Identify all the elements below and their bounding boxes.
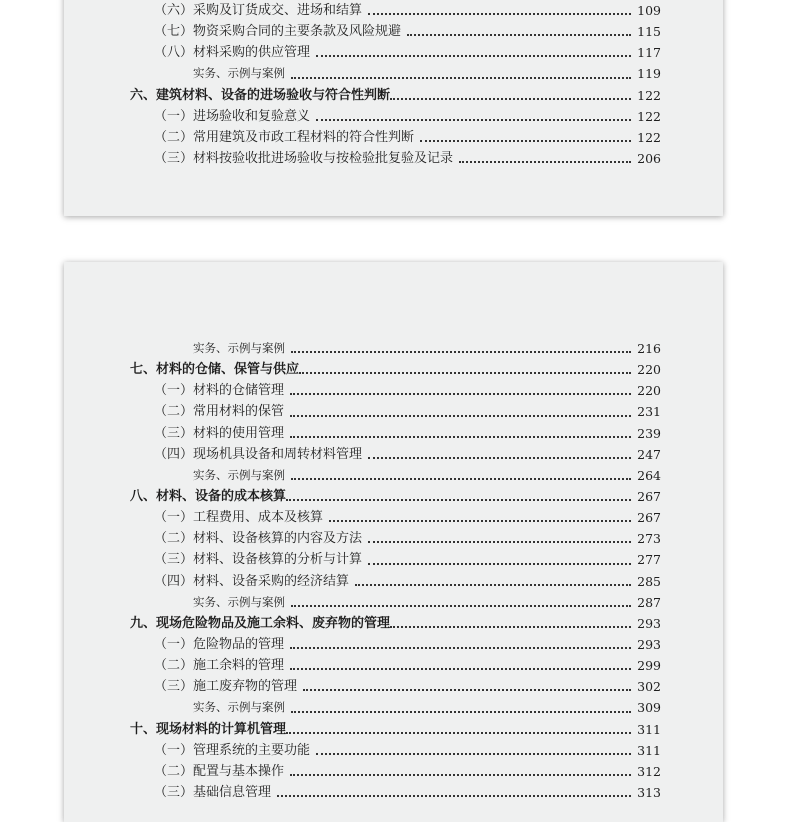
toc-entry-page-number: 309: [637, 700, 661, 716]
toc-entry-title: 实务、示例与案例: [193, 594, 285, 609]
toc-entry-page-number: 247: [637, 446, 661, 462]
toc-entry-section: [64, 528, 723, 549]
toc-entry-page-number: 119: [637, 66, 661, 82]
toc-entry-page-number: 220: [637, 362, 661, 378]
toc-entry-page-number: 264: [637, 467, 661, 483]
toc-entry-title: （四）现场机具设备和周转材料管理: [154, 446, 363, 462]
dot-leader: [368, 457, 631, 459]
toc-entry-page-number: 231: [637, 404, 661, 420]
toc-entry-section: [64, 42, 723, 63]
dot-leader: [368, 541, 631, 543]
toc-entry-title: 七、材料的仓储、保管与供应: [130, 362, 300, 378]
toc-entry-page-number: 122: [637, 87, 661, 103]
toc-entry-section: [64, 507, 723, 528]
toc-entry-section: [64, 106, 723, 127]
dot-leader: [316, 119, 631, 121]
toc-entry-chapter: [64, 719, 723, 740]
toc-entry-chapter: [64, 359, 723, 380]
dot-leader: [290, 393, 631, 395]
toc-entry-page-number: 239: [637, 425, 661, 441]
toc-entry-page-number: 277: [637, 552, 661, 568]
toc-entry-title: 实务、示例与案例: [193, 66, 285, 81]
toc-entry-page-number: 293: [637, 615, 661, 631]
toc-entry-page-number: 267: [637, 510, 661, 526]
toc-entry-page-number: 117: [637, 45, 661, 61]
toc-list: [64, 0, 723, 169]
toc-entry-section: [64, 380, 723, 401]
dot-leader: [291, 605, 631, 607]
toc-entry-section: [64, 655, 723, 676]
toc-entry-page-number: 216: [637, 340, 661, 356]
dot-leader: [290, 774, 631, 776]
toc-entry-title: （三）施工废弃物的管理: [154, 679, 298, 695]
dot-leader: [299, 372, 631, 374]
dot-leader: [291, 77, 631, 79]
toc-entry-page-number: 311: [637, 742, 661, 758]
toc-entry-section: [64, 740, 723, 761]
toc-entry-title: （八）材料采购的供应管理: [154, 45, 311, 61]
toc-list: [64, 338, 723, 803]
toc-entry-title: （一）进场验收和复验意义: [154, 108, 311, 124]
dot-leader: [277, 795, 631, 797]
top-page: [64, 0, 723, 216]
toc-entry-section: [64, 444, 723, 465]
dot-leader: [290, 668, 631, 670]
toc-entry-title: 十、现场材料的计算机管理: [130, 721, 287, 737]
toc-entry-title: （一）管理系统的主要功能: [154, 742, 311, 758]
dot-leader: [290, 436, 631, 438]
dot-leader: [420, 140, 631, 142]
dot-leader: [291, 478, 631, 480]
toc-entry-section: [64, 21, 723, 42]
toc-entry-section: [64, 549, 723, 570]
toc-entry-title: （一）危险物品的管理: [154, 636, 285, 652]
dot-leader: [368, 563, 631, 565]
dot-leader: [316, 753, 631, 755]
toc-entry-page-number: 299: [637, 658, 661, 674]
toc-entry-title: 实务、示例与案例: [193, 467, 285, 482]
toc-entry-section: [64, 782, 723, 803]
toc-entry-title: （二）常用建筑及市政工程材料的符合性判断: [154, 129, 415, 145]
toc-entry-page-number: 287: [637, 594, 661, 610]
toc-entry-title: （二）材料、设备核算的内容及方法: [154, 531, 363, 547]
toc-entry-page-number: 220: [637, 383, 661, 399]
toc-entry-title: 实务、示例与案例: [193, 700, 285, 715]
dot-leader: [407, 34, 631, 36]
toc-entry-page-number: 115: [637, 24, 661, 40]
toc-entry-page-number: 206: [637, 150, 661, 166]
toc-entry-case: [64, 63, 723, 84]
toc-entry-chapter: [64, 486, 723, 507]
dot-leader: [286, 499, 631, 501]
toc-entry-page-number: 312: [637, 763, 661, 779]
toc-entry-title: （七）物资采购合同的主要条款及风险规避: [154, 24, 402, 40]
toc-entry-title: 六、建筑材料、设备的进场验收与符合性判断: [130, 87, 391, 103]
dot-leader: [355, 584, 631, 586]
toc-entry-page-number: 285: [637, 573, 661, 589]
dot-leader: [290, 415, 631, 417]
toc-entry-case: [64, 697, 723, 718]
toc-entry-section: [64, 761, 723, 782]
bottom-page: [64, 262, 723, 822]
toc-entry-case: [64, 592, 723, 613]
toc-entry-page-number: 313: [637, 784, 661, 800]
toc-entry-page-number: 267: [637, 488, 661, 504]
toc-entry-section: [64, 148, 723, 169]
toc-entry-title: （一）材料的仓储管理: [154, 383, 285, 399]
toc-entry-title: （二）配置与基本操作: [154, 763, 285, 779]
dot-leader: [291, 711, 631, 713]
toc-entry-case: [64, 338, 723, 359]
toc-entry-section: [64, 401, 723, 422]
toc-entry-section: [64, 423, 723, 444]
dot-leader: [390, 98, 631, 100]
toc-entry-chapter: [64, 85, 723, 106]
toc-entry-page-number: 293: [637, 636, 661, 652]
dot-leader: [286, 732, 631, 734]
toc-entry-title: （一）工程费用、成本及核算: [154, 510, 324, 526]
toc-entry-title: （二）常用材料的保管: [154, 404, 285, 420]
toc-entry-section: [64, 571, 723, 592]
dot-leader: [390, 626, 631, 628]
toc-entry-title: （四）材料、设备采购的经济结算: [154, 573, 350, 589]
dot-leader: [291, 351, 631, 353]
toc-entry-case: [64, 465, 723, 486]
toc-entry-title: （三）材料、设备核算的分析与计算: [154, 552, 363, 568]
toc-entry-chapter: [64, 613, 723, 634]
toc-entry-page-number: 122: [637, 108, 661, 124]
toc-entry-title: （三）材料的使用管理: [154, 425, 285, 441]
toc-entry-title: 九、现场危险物品及施工余料、废弃物的管理: [130, 615, 391, 631]
toc-entry-title: （三）材料按验收批进场验收与按检验批复验及记录: [154, 150, 454, 166]
dot-leader: [329, 520, 631, 522]
toc-entry-section: [64, 634, 723, 655]
dot-leader: [316, 55, 631, 57]
dot-leader: [459, 161, 631, 163]
toc-entry-title: （二）施工余料的管理: [154, 658, 285, 674]
toc-entry-page-number: 122: [637, 129, 661, 145]
dot-leader: [290, 647, 631, 649]
toc-entry-page-number: 273: [637, 531, 661, 547]
toc-entry-page-number: 109: [637, 2, 661, 18]
toc-entry-page-number: 311: [637, 721, 661, 737]
toc-entry-page-number: 302: [637, 679, 661, 695]
dot-leader: [368, 13, 631, 15]
toc-entry-title: 八、材料、设备的成本核算: [130, 488, 287, 504]
toc-entry-title: （六）采购及订货成交、进场和结算: [154, 2, 363, 18]
toc-entry-title: （三）基础信息管理: [154, 784, 272, 800]
toc-entry-section: [64, 676, 723, 697]
toc-entry-section: [64, 0, 723, 21]
dot-leader: [303, 689, 631, 691]
toc-entry-section: [64, 127, 723, 148]
toc-entry-title: 实务、示例与案例: [193, 340, 285, 355]
